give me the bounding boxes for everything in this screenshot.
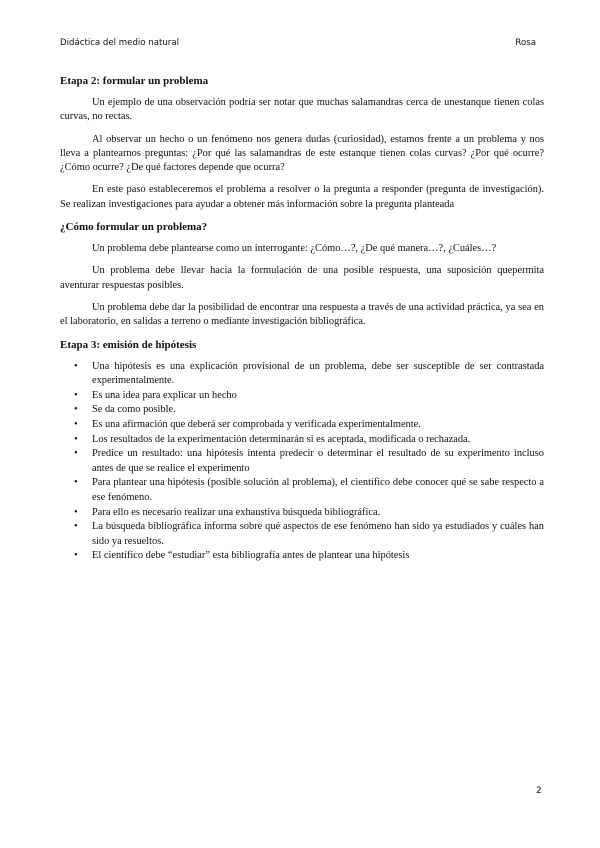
bullet-icon: •	[74, 477, 78, 489]
list-item	[74, 549, 544, 564]
list-item	[74, 418, 544, 433]
header-course-title: Didáctica del medio natural	[60, 38, 179, 48]
list-item	[74, 476, 544, 505]
list-item	[74, 403, 544, 418]
list-item-text: Una hipótesis es una explicación provisional de un problema, debe ser susceptible de ser contrastada experimentalmente.	[92, 360, 544, 387]
list-item-text: Es una idea para explicar un hecho	[92, 389, 237, 401]
header-author: Rosa	[515, 38, 536, 48]
bullet-icon: •	[74, 360, 78, 372]
page-number: 2	[536, 786, 542, 796]
bullet-icon: •	[74, 404, 78, 416]
list-item-text: Para plantear una hipótesis (posible solución al problema), el científico debe conocer qué se sabe respecto a ese fenómeno.	[92, 477, 544, 503]
section-heading-etapa-2: Etapa 2: formular un problema	[60, 75, 209, 87]
hypothesis-bullet-list	[60, 360, 544, 564]
list-item	[74, 360, 544, 389]
list-item	[74, 447, 544, 476]
bullet-icon: •	[74, 433, 78, 445]
paragraph: En este paso estableceremos el problema a resolver o la pregunta a responder (pregunta de investigación). Se realizan investigaciones para ayudar a obtener más información sobre la pregunta planteada	[60, 184, 544, 210]
document-body	[60, 74, 544, 564]
list-item	[74, 506, 544, 521]
list-item	[74, 520, 544, 549]
paragraph: Un problema debe llevar hacia la formulación de una posible respuesta, una suposición quepermita aventurar respuestas posibles.	[60, 265, 544, 291]
paragraph: Un ejemplo de una observación podría ser notar que muchas salamandras cerca de unestanque tienen colas curvas, no rectas.	[60, 97, 544, 123]
bullet-icon: •	[74, 389, 78, 401]
section-heading-etapa-3: Etapa 3: emisión de hipótesis	[60, 338, 197, 351]
bullet-icon: •	[74, 418, 78, 430]
bullet-icon: •	[74, 550, 78, 562]
bullet-icon: •	[74, 506, 78, 518]
list-item-text: Los resultados de la experimentación determinarán si es aceptada, modificada o rechazada.	[92, 433, 471, 445]
list-item-text: La búsqueda bibliográfica informa sobre qué aspectos de ese fenómeno han sido ya estudiados y cuáles han sido ya resueltos.	[92, 521, 544, 547]
list-item-text: El científico debe “estudiar” esta bibliografía antes de plantear una hipótesis	[92, 550, 410, 562]
list-item-text: Para ello es necesario realizar una exhaustiva búsqueda bibliográfica.	[92, 506, 381, 518]
list-item-text: Se da como posible.	[92, 404, 176, 416]
page-header	[60, 38, 536, 52]
paragraph: Un problema debe dar la posibilidad de encontrar una respuesta a través de una actividad práctica, ya sea en el laboratorio, en salidas a terreno o mediante investigación bibliográfica.	[60, 301, 544, 328]
paragraph: Un problema debe plantearse como un interrogante: ¿Cómo…?, ¿De qué manera…?, ¿Cuáles…?	[92, 243, 497, 255]
list-item-text: Es una afirmación que deberá ser comprobada y verificada experimentalmente.	[92, 418, 421, 430]
bullet-icon: •	[74, 521, 78, 533]
list-item	[74, 389, 544, 404]
paragraph: Al observar un hecho o un fenómeno nos genera dudas (curiosidad), estamos frente a un problema y nos lleva a plantearnos preguntas: ¿Por qué las salamandras de este estanque tienen colas curvas? ¿Por qué ocurre? ¿Cómo ocurre? ¿De qué factores depende que ocurra?	[60, 133, 544, 174]
section-heading-como-formular: ¿Cómo formular un problema?	[60, 221, 208, 234]
list-item-text: Predice un resultado: una hipótesis intenta predecir o determinar el resultado de su experimento incluso antes de que se realice el experimento	[92, 448, 544, 474]
bullet-icon: •	[74, 448, 78, 460]
list-item	[74, 433, 544, 448]
